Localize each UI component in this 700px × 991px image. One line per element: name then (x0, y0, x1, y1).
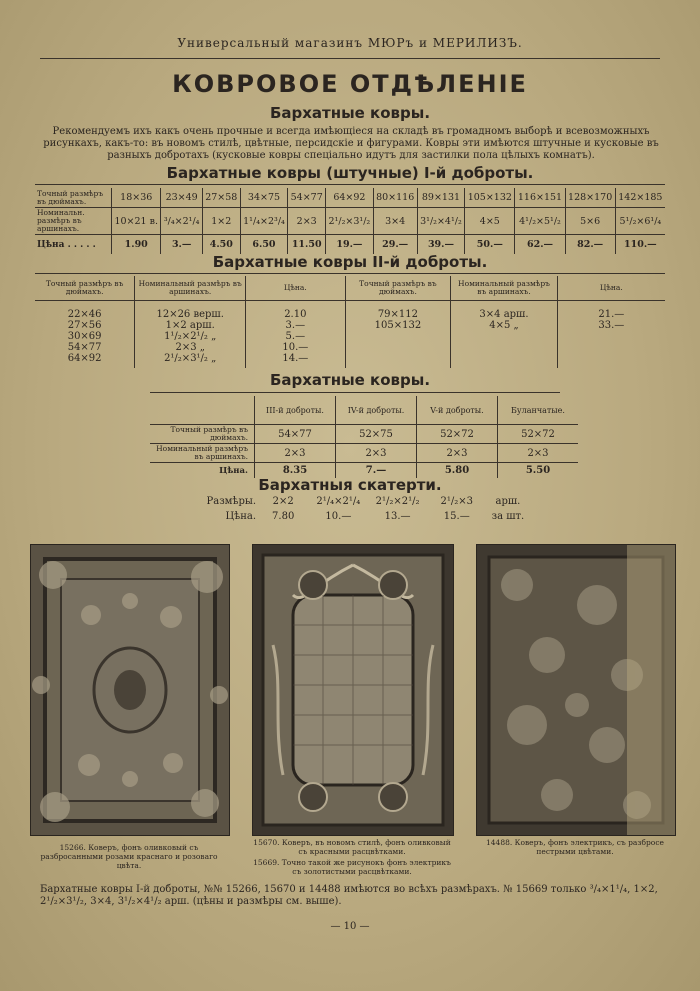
footnote: Бархатные ковры І-й доброты, №№ 15266, 15670 и 14488 имѣются во всѣхъ размѣрахъ. № 15669 только ³/₄×1¹/₄, 1×2, 2¹/₂×3¹/₂, 3×4, 3¹/₂×4¹/₂ арш. (цѣны и размѣры см. выше). (40, 884, 658, 907)
tablecloths-price-label: Цѣна. (225, 511, 256, 522)
table3-heading: Бархатные ковры. (269, 371, 431, 389)
table3-cell: 2×3 (498, 444, 579, 463)
tablecloths-cell: 2¹/₄×2¹/₄ (316, 496, 361, 507)
table1-cell: 54×77 (288, 188, 326, 208)
rug-image-15266 (30, 544, 230, 836)
table3-label: Точный размѣръ въ дюймахъ. (150, 425, 255, 444)
table2-cell: 33.— (598, 320, 625, 331)
table2-col-right-exact (345, 301, 451, 369)
table3-cell: 8.35 (255, 463, 336, 479)
page-number: — 10 — (330, 921, 370, 932)
page-header: Универсальный магазинъ МЮРъ и МЕРИЛИЗЪ. (40, 36, 660, 59)
table2-cell: 3×4 арш. (479, 309, 529, 320)
table3-header: III-й доброты. (255, 396, 336, 425)
table1-cell: 29.— (373, 235, 417, 255)
table2-cell: 1×2 арш. (165, 320, 215, 331)
table2-col-left-price (246, 301, 345, 369)
table2-col-right-price (557, 301, 665, 369)
tablecloths-table (190, 496, 528, 526)
tablecloths-cell: 2¹/₂×2¹/₂ (375, 496, 420, 507)
table3-cell: 5.50 (498, 463, 579, 479)
table2-col-right-nominal (451, 301, 557, 369)
art-nouveau-rug-illustration (253, 545, 453, 835)
table2-cell: 64×92 (67, 353, 102, 364)
caption-15266: 15266. Коверъ, фонъ оливковый съ разбросанными розами краснаго и розоваго цвѣта. (40, 843, 218, 870)
divider (150, 392, 560, 393)
caption-15669: 15669. Точно такой же рисунокъ фонъ электрикъ съ золотистыми расцвѣтками. (253, 858, 451, 876)
table1-label-exact: Точный размѣръ въ дюймахъ. (35, 188, 112, 208)
tablecloths-cell: 2×2 (272, 496, 294, 507)
table3-cell: 5.80 (417, 463, 498, 479)
table1-cell: 11.50 (288, 235, 326, 255)
table3-header: Буланчатые. (498, 396, 579, 425)
table3-cell: 52×72 (417, 425, 498, 444)
table1-cell: 64×92 (326, 188, 374, 208)
table3-cell: 2×3 (255, 444, 336, 463)
table2-cell: 79×112 (377, 309, 419, 320)
table3 (150, 396, 578, 478)
tablecloths-cell: 10.— (325, 511, 352, 522)
table1-cell: 2×3 (288, 208, 326, 235)
table1-cell: 2¹/₂×3¹/₂ (326, 208, 374, 235)
table1-cell: 4¹/₂×5¹/₂ (515, 208, 565, 235)
table3-cell: 2×3 (336, 444, 417, 463)
table1-cell: 18×36 (112, 188, 161, 208)
table1-label-nominal: Номинальн. размѣръ въ аршинахъ. (35, 208, 112, 235)
table1-cell: 4×5 (465, 208, 515, 235)
table1-cell: 10×21 в. (112, 208, 161, 235)
floral-rug-illustration (31, 545, 229, 835)
table2-header: Точный размѣръ въ дюймахъ. (35, 276, 135, 301)
table3-header: V-й доброты. (417, 396, 498, 425)
table2-cell: 2.10 (284, 309, 307, 320)
scattered-flowers-rug-illustration (477, 545, 675, 835)
table2-cell: 5.— (285, 331, 306, 342)
table1-cell: 23×49 (161, 188, 202, 208)
table2-cell: 2×3 „ (175, 342, 205, 353)
caption-14488: 14488. Коверъ, фонъ электрикъ, съ разбросе пестрыми цвѣтами. (486, 838, 664, 856)
table1-cell: 105×132 (465, 188, 515, 208)
caption-15670: 15670. Коверъ, въ новомъ стилѣ, фонъ оливковый съ красными расцвѣтками. (253, 838, 451, 856)
section-title: Бархатные ковры. (269, 104, 431, 122)
table2-cell: 2¹/₂×3¹/₂ „ (164, 353, 217, 364)
table1-cell: 19.— (326, 235, 374, 255)
table1-cell: 82.— (565, 235, 615, 255)
table1-cell: ³/₄×2¹/₄ (161, 208, 202, 235)
table1-cell: 34×75 (240, 188, 288, 208)
table2-cell: 14.— (282, 353, 309, 364)
tablecloths-size-label: Размѣры. (206, 496, 256, 507)
table1-cell: 110.— (615, 235, 665, 255)
table3-label: Цѣна. (219, 465, 248, 476)
table2-cell: 54×77 (67, 342, 102, 353)
table1-cell: 3.— (161, 235, 202, 255)
table1-cell: 62.— (515, 235, 565, 255)
table3-cell: 2×3 (417, 444, 498, 463)
rug-image-15670 (252, 544, 454, 836)
table2-cell: 4×5 „ (489, 320, 519, 331)
tablecloths-cell: 13.— (384, 511, 411, 522)
table2-header: Номинальный размѣръ въ аршинахъ. (451, 276, 557, 301)
table2-header: Номинальный размѣръ въ аршинахъ. (135, 276, 246, 301)
table1-cell: 27×58 (202, 188, 240, 208)
table1 (35, 188, 665, 254)
table1-cell: 50.— (465, 235, 515, 255)
rug-image-14488 (476, 544, 676, 836)
table2-header: Цѣна. (246, 276, 345, 301)
table1-cell: 4.50 (202, 235, 240, 255)
table1-cell: 1×2 (202, 208, 240, 235)
tablecloths-heading: Бархатныя скатерти. (258, 476, 442, 494)
table1-label-price: Цѣна . . . . . (37, 239, 96, 250)
table2-header: Точный размѣръ въ дюймахъ. (345, 276, 451, 301)
table1-cell: 5×6 (565, 208, 615, 235)
table3-cell: 7.— (336, 463, 417, 479)
divider (35, 184, 665, 185)
table1-heading: Бархатные ковры (штучные) І-й доброты. (166, 164, 534, 182)
tablecloths-cell: за шт. (491, 511, 525, 522)
table1-cell: 3¹/₂×4¹/₂ (417, 208, 465, 235)
table3-corner (150, 396, 255, 425)
tablecloths-cell: 2¹/₂×3 (440, 496, 473, 507)
table2 (35, 276, 665, 368)
tablecloths-cell: арш. (495, 496, 521, 507)
table2-col-left-nominal (135, 301, 246, 369)
table3-header: IV-й доброты. (336, 396, 417, 425)
table2-cell: 10.— (282, 342, 309, 353)
table3-label: Номинальный размѣръ въ аршинахъ. (150, 444, 255, 463)
table1-cell: 128×170 (565, 188, 615, 208)
table1-cell: 142×185 (615, 188, 665, 208)
tablecloths-cell: 15.— (443, 511, 470, 522)
table2-cell: 105×132 (374, 320, 422, 331)
table1-cell: 89×131 (417, 188, 465, 208)
table1-cell: 116×151 (515, 188, 565, 208)
table2-col-left-exact (35, 301, 135, 369)
table1-cell: 3×4 (373, 208, 417, 235)
table2-cell: 27×56 (67, 320, 102, 331)
table2-cell: 30×69 (67, 331, 102, 342)
table2-heading: Бархатные ковры II-й доброты. (212, 253, 488, 271)
table1-cell: 80×116 (373, 188, 417, 208)
table1-cell: 1.90 (112, 235, 161, 255)
table3-cell: 52×72 (498, 425, 579, 444)
table2-cell: 3.— (285, 320, 306, 331)
table2-header: Цѣна. (557, 276, 665, 301)
table1-cell: 39.— (417, 235, 465, 255)
table2-cell: 21.— (598, 309, 625, 320)
table2-cell: 12×26 верш. (156, 309, 224, 320)
intro-paragraph: Рекомендуемъ ихъ какъ очень прочные и всегда имѣющіеся на складѣ въ громадномъ выборѣ и всевозможныхъ рисункахъ, какъ-то: въ новомъ стилѣ, цвѣтные, персидскіе и фигурами. Ковры эти имѣются штучные и кусковые въ разныхъ добротахъ (кусковые ковры спеціально идутъ для застилки пола цѣлыхъ комнатъ). (43, 126, 659, 161)
table2-cell: 22×46 (67, 309, 102, 320)
divider (35, 273, 665, 274)
page-title: КОВРОВОЕ ОТДѢЛЕНІЕ (172, 70, 528, 98)
table1-cell: 6.50 (240, 235, 288, 255)
table3-cell: 54×77 (255, 425, 336, 444)
tablecloths-cell: 7.80 (272, 511, 295, 522)
table1-cell: 5¹/₂×6¹/₄ (615, 208, 665, 235)
table3-cell: 52×75 (336, 425, 417, 444)
table1-cell: 1¹/₄×2³/₄ (240, 208, 288, 235)
table2-cell: 1¹/₂×2¹/₂ „ (164, 331, 217, 342)
